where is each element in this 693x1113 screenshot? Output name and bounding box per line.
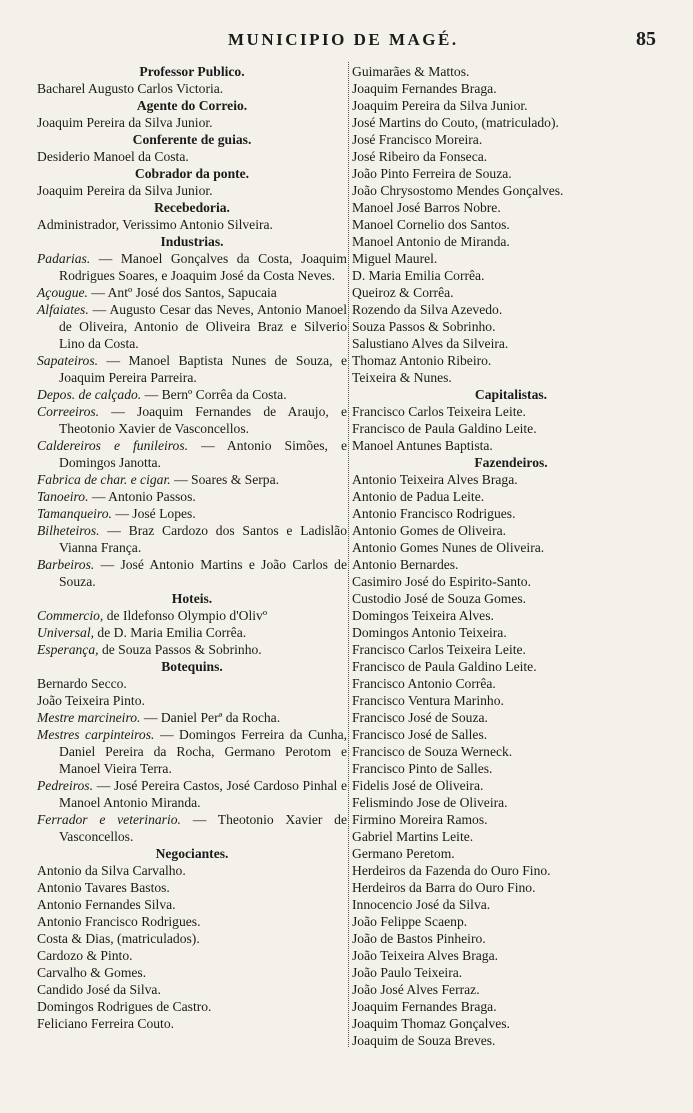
entry-text: de D. Maria Emilia Corrêa. (97, 625, 247, 640)
directory-entry: Guimarães & Mattos. (352, 64, 470, 79)
entry-label: Ferrador e veterinario. (37, 812, 181, 827)
directory-entry: João Teixeira Pinto. (37, 693, 145, 708)
directory-entry: Carvalho & Gomes. (37, 965, 147, 980)
section-heading: Industrias. (160, 234, 224, 249)
directory-entry: Feliciano Ferreira Couto. (37, 1016, 175, 1031)
left-column (37, 63, 347, 1032)
entry-label: Tanoeiro. (37, 489, 89, 504)
directory-entry (37, 471, 347, 488)
entry-label: Caldereiros e funileiros. (37, 438, 189, 453)
directory-entry: João José Alves Ferraz. (352, 982, 480, 997)
directory-entry: Bernardo Secco. (37, 676, 127, 691)
entry-text: — Theotonio Xavier de Vasconcellos. (59, 812, 347, 844)
directory-entry (37, 811, 347, 845)
directory-entry: Queiroz & Corrêa. (352, 285, 454, 300)
directory-entry (37, 777, 347, 811)
entry-text: de Ildefonso Olympio d'Olivº (106, 608, 268, 623)
entry-text: — Bernº Corrêa da Costa. (144, 387, 287, 402)
directory-entry: Firmino Moreira Ramos. (352, 812, 488, 827)
directory-entry: Antonio Tavares Bastos. (37, 880, 170, 895)
directory-entry: José Ribeiro da Fonseca. (352, 149, 488, 164)
directory-entry: Joaquim Pereira da Silva Junior. (37, 115, 213, 130)
directory-entry (37, 522, 347, 556)
directory-entry: Domingos Rodrigues de Castro. (37, 999, 212, 1014)
directory-entry: Custodio José de Souza Gomes. (352, 591, 527, 606)
section-heading: Botequins. (161, 659, 223, 674)
entry-label: Tamanqueiro. (37, 506, 112, 521)
section-heading: Capitalistas. (474, 387, 548, 402)
directory-entry: Teixeira & Nunes. (352, 370, 452, 385)
directory-entry: Domingos Antonio Teixeira. (352, 625, 507, 640)
directory-entry (37, 386, 347, 403)
directory-entry (37, 250, 347, 284)
entry-text: — Antº José dos Santos, Sapucaia (91, 285, 277, 300)
directory-entry: Administrador, Verissimo Antonio Silveira. (37, 217, 273, 232)
directory-entry: Joaquim de Souza Breves. (352, 1033, 496, 1048)
directory-entry: Joaquim Fernandes Braga. (352, 999, 497, 1014)
directory-entry: Antonio Francisco Rodrigues. (37, 914, 201, 929)
section-heading: Fazendeiros. (474, 455, 548, 470)
entry-text: de Souza Passos & Sobrinho. (101, 642, 262, 657)
directory-entry: Domingos Teixeira Alves. (352, 608, 494, 623)
directory-entry: Gabriel Martins Leite. (352, 829, 474, 844)
directory-entry (37, 726, 347, 777)
directory-entry: Cardozo & Pinto. (37, 948, 133, 963)
section-heading: Hoteis. (171, 591, 213, 606)
directory-entry: Herdeiros da Barra do Ouro Fino. (352, 880, 536, 895)
directory-entry: Francisco de Souza Werneck. (352, 744, 513, 759)
directory-entry: Antonio Fernandes Silva. (37, 897, 176, 912)
directory-entry (37, 352, 347, 386)
entry-label: Esperança, (37, 642, 99, 657)
entry-label: Barbeiros. (37, 557, 95, 572)
directory-entry: João Chrysostomo Mendes Gonçalves. (352, 183, 564, 198)
entry-label: Depos. de calçado. (37, 387, 142, 402)
directory-entry: Francisco José de Souza. (352, 710, 488, 725)
directory-entry: Joaquim Pereira da Silva Junior. (37, 183, 213, 198)
directory-entry (37, 556, 347, 590)
directory-entry: Francisco Carlos Teixeira Leite. (352, 642, 526, 657)
directory-entry: Manoel Antunes Baptista. (352, 438, 493, 453)
page-header (0, 30, 693, 58)
entry-label: Mestre marcineiro. (37, 710, 141, 725)
directory-entry: Manoel José Barros Nobre. (352, 200, 501, 215)
directory-entry: João Teixeira Alves Braga. (352, 948, 499, 963)
directory-entry: Francisco Carlos Teixeira Leite. (352, 404, 526, 419)
directory-entry: Joaquim Thomaz Gonçalves. (352, 1016, 510, 1031)
directory-entry: Felismindo Jose de Oliveira. (352, 795, 508, 810)
page-number: 85 (636, 28, 656, 50)
directory-entry: Herdeiros da Fazenda do Ouro Fino. (352, 863, 551, 878)
directory-entry: Joaquim Pereira da Silva Junior. (352, 98, 528, 113)
directory-entry: João Paulo Teixeira. (352, 965, 463, 980)
directory-entry: Francisco de Paula Galdino Leite. (352, 659, 537, 674)
directory-entry: Francisco de Paula Galdino Leite. (352, 421, 537, 436)
directory-entry: Casimiro José do Espirito-Santo. (352, 574, 531, 589)
directory-entry: Joaquim Fernandes Braga. (352, 81, 497, 96)
directory-entry: Costa & Dias, (matriculados). (37, 931, 200, 946)
entry-label: Padarias. (37, 251, 91, 266)
entry-text: — Manoel Baptista Nunes de Souza, e Joaquim Pereira Parreira. (59, 353, 347, 385)
directory-entry: João de Bastos Pinheiro. (352, 931, 486, 946)
directory-entry: Francisco Pinto de Salles. (352, 761, 493, 776)
directory-entry (37, 403, 347, 437)
entry-label: Pedreiros. (37, 778, 94, 793)
right-column (352, 63, 670, 1049)
entry-label: Sapateiros. (37, 353, 99, 368)
directory-entry (37, 641, 347, 658)
directory-entry (37, 284, 347, 301)
entry-label: Mestres carpinteiros. (37, 727, 155, 742)
directory-entry: Antonio de Padua Leite. (352, 489, 485, 504)
entry-label: Commercio, (37, 608, 104, 623)
directory-entry: José Francisco Moreira. (352, 132, 483, 147)
entry-label: Fabrica de char. e cigar. (37, 472, 171, 487)
running-title: MUNICIPIO DE MAGÉ. (228, 30, 459, 49)
directory-entry: Rozendo da Silva Azevedo. (352, 302, 503, 317)
directory-entry: João Pinto Ferreira de Souza. (352, 166, 512, 181)
directory-entry: D. Maria Emilia Corrêa. (352, 268, 485, 283)
entry-label: Correeiros. (37, 404, 100, 419)
directory-entry: Antonio da Silva Carvalho. (37, 863, 186, 878)
directory-entry: Francisco Ventura Marinho. (352, 693, 504, 708)
directory-entry: Antonio Gomes Nunes de Oliveira. (352, 540, 545, 555)
directory-entry: Francisco José de Salles. (352, 727, 488, 742)
section-heading: Recebedoria. (154, 200, 230, 215)
directory-entry (37, 505, 347, 522)
entry-text: — Soares & Serpa. (174, 472, 280, 487)
section-heading: Cobrador da ponte. (134, 166, 250, 181)
directory-entry: Manoel Antonio de Miranda. (352, 234, 510, 249)
directory-entry: João Felippe Scaenp. (352, 914, 468, 929)
directory-entry: Innocencio José da Silva. (352, 897, 491, 912)
directory-entry (37, 607, 347, 624)
directory-entry: Bacharel Augusto Carlos Victoria. (37, 81, 224, 96)
directory-entry: Antonio Francisco Rodrigues. (352, 506, 516, 521)
directory-entry: Manoel Cornelio dos Santos. (352, 217, 510, 232)
entry-label: Açougue. (37, 285, 88, 300)
directory-entry: Desiderio Manoel da Costa. (37, 149, 189, 164)
entry-text: — Braz Cardozo dos Santos e Ladislão Vianna França. (59, 523, 347, 555)
entry-text: — José Lopes. (115, 506, 196, 521)
entry-text: — José Pereira Castos, José Cardoso Pinhal e Manoel Antonio Miranda. (59, 778, 347, 810)
section-heading: Negociantes. (155, 846, 229, 861)
column-divider (348, 62, 350, 1047)
directory-entry: Antonio Gomes de Oliveira. (352, 523, 507, 538)
directory-entry (37, 488, 347, 505)
entry-text: — Daniel Perª da Rocha. (143, 710, 281, 725)
section-heading: Conferente de guias. (132, 132, 252, 147)
entry-label: Universal, (37, 625, 95, 640)
directory-entry: Francisco Antonio Corrêa. (352, 676, 496, 691)
entry-text: — Augusto Cesar das Neves, Antonio Manoel de Oliveira, Antonio de Oliveira Braz e Silverio Lino da Costa. (59, 302, 347, 351)
section-heading: Agente do Correio. (136, 98, 248, 113)
entry-text: — José Antonio Martins e João Carlos de Souza. (59, 557, 347, 589)
directory-entry: Souza Passos & Sobrinho. (352, 319, 496, 334)
directory-entry: Thomaz Antonio Ribeiro. (352, 353, 492, 368)
section-heading: Professor Publico. (139, 64, 245, 79)
directory-entry: Salustiano Alves da Silveira. (352, 336, 509, 351)
entry-text: — Antonio Passos. (91, 489, 196, 504)
directory-entry: Fidelis José de Oliveira. (352, 778, 484, 793)
directory-entry (37, 709, 347, 726)
directory-entry: Candido José da Silva. (37, 982, 161, 997)
directory-entry: José Martins do Couto, (matriculado). (352, 115, 559, 130)
entry-label: Bilheteiros. (37, 523, 100, 538)
directory-entry: Antonio Bernardes. (352, 557, 459, 572)
directory-entry (37, 301, 347, 352)
directory-entry (37, 624, 347, 641)
entry-text: — Antonio Simões, e Domingos Janotta. (59, 438, 347, 470)
entry-text: — Joaquim Fernandes de Araujo, e Theotonio Xavier de Vasconcellos. (59, 404, 348, 436)
directory-entry: Miguel Maurel. (352, 251, 438, 266)
entry-text: — Domingos Ferreira da Cunha, Daniel Pereira da Rocha, Germano Perotom e Manoel Vieira Terra. (59, 727, 347, 776)
entry-label: Alfaiates. (37, 302, 89, 317)
entry-text: — Manoel Gonçalves da Costa, Joaquim Rodrigues Soares, e Joaquim José da Costa Neves. (59, 251, 347, 283)
directory-entry (37, 437, 347, 471)
directory-entry: Germano Peretom. (352, 846, 455, 861)
directory-entry: Antonio Teixeira Alves Braga. (352, 472, 518, 487)
